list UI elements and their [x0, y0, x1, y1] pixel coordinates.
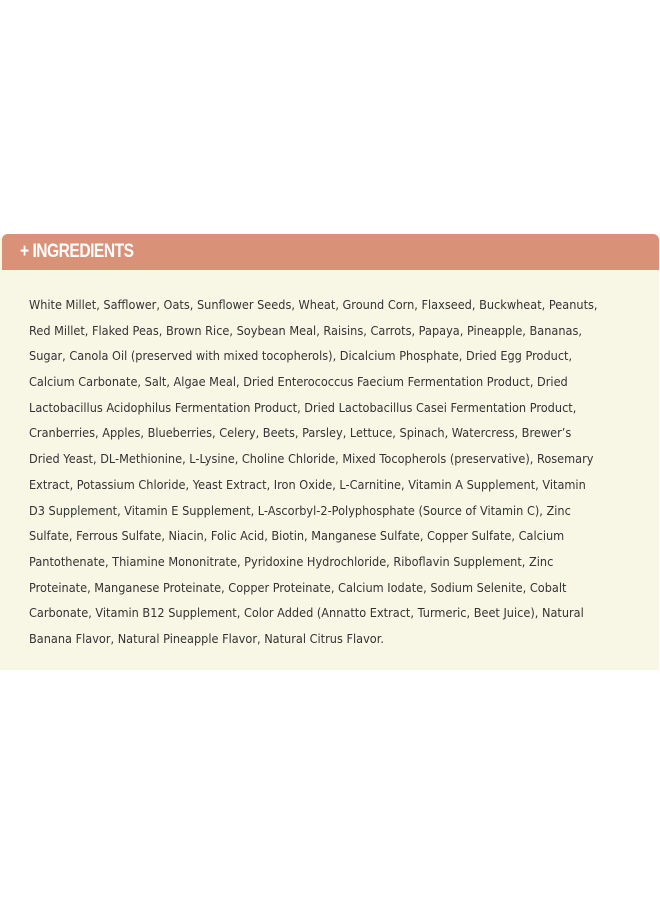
ingredients-line: Extract, Potassium Chloride, Yeast Extract, Iron Oxide, L-Carnitine, Vitamin A Supplement, Vitamin: [29, 476, 586, 492]
ingredients-line: Calcium Carbonate, Salt, Algae Meal, Dried Enterococcus Faecium Fermentation Product, Dried: [29, 374, 568, 390]
ingredients-line: Cranberries, Apples, Blueberries, Celery, Beets, Parsley, Lettuce, Spinach, Watercress, Brewer’s: [29, 425, 572, 441]
ingredients-line: Carbonate, Vitamin B12 Supplement, Color Added (Annatto Extract, Turmeric, Beet Juice), Natural: [29, 605, 584, 621]
ingredients-line: Lactobacillus Acidophilus Fermentation Product, Dried Lactobacillus Casei Fermentation Product,: [29, 399, 577, 415]
ingredients-line: Sulfate, Ferrous Sulfate, Niacin, Folic Acid, Biotin, Manganese Sulfate, Copper Sulfate, Calcium: [29, 528, 565, 544]
ingredients-line: White Millet, Safflower, Oats, Sunflower Seeds, Wheat, Ground Corn, Flaxseed, Buckwheat, Peanuts,: [29, 297, 598, 312]
ingredients-line: Red Millet, Flaked Peas, Brown Rice, Soybean Meal, Raisins, Carrots, Papaya, Pineapple, Bananas,: [29, 322, 583, 338]
ingredients-line: Pantothenate, Thiamine Mononitrate, Pyridoxine Hydrochloride, Riboflavin Supplement, Zinc: [29, 553, 554, 569]
ingredients-title: + INGREDIENTS: [20, 241, 134, 262]
ingredients-line: Dried Yeast, DL-Methionine, L-Lysine, Choline Chloride, Mixed Tocopherols (preservative), Rosemary: [29, 451, 594, 467]
ingredients-line: Sugar, Canola Oil (preserved with mixed tocopherols), Dicalcium Phosphate, Dried Egg Product,: [29, 348, 573, 364]
ingredients-body: [29, 292, 639, 652]
ingredients-line: Banana Flavor, Natural Pineapple Flavor, Natural Citrus Flavor.: [29, 630, 384, 646]
ingredients-line: D3 Supplement, Vitamin E Supplement, L-Ascorbyl-2-Polyphosphate (Source of Vitamin C), Zinc: [29, 502, 571, 518]
ingredients-panel: [0, 234, 659, 670]
ingredients-line: Proteinate, Manganese Proteinate, Copper Proteinate, Calcium Iodate, Sodium Selenite, Cobalt: [29, 579, 567, 595]
ingredients-header[interactable]: [2, 234, 659, 270]
